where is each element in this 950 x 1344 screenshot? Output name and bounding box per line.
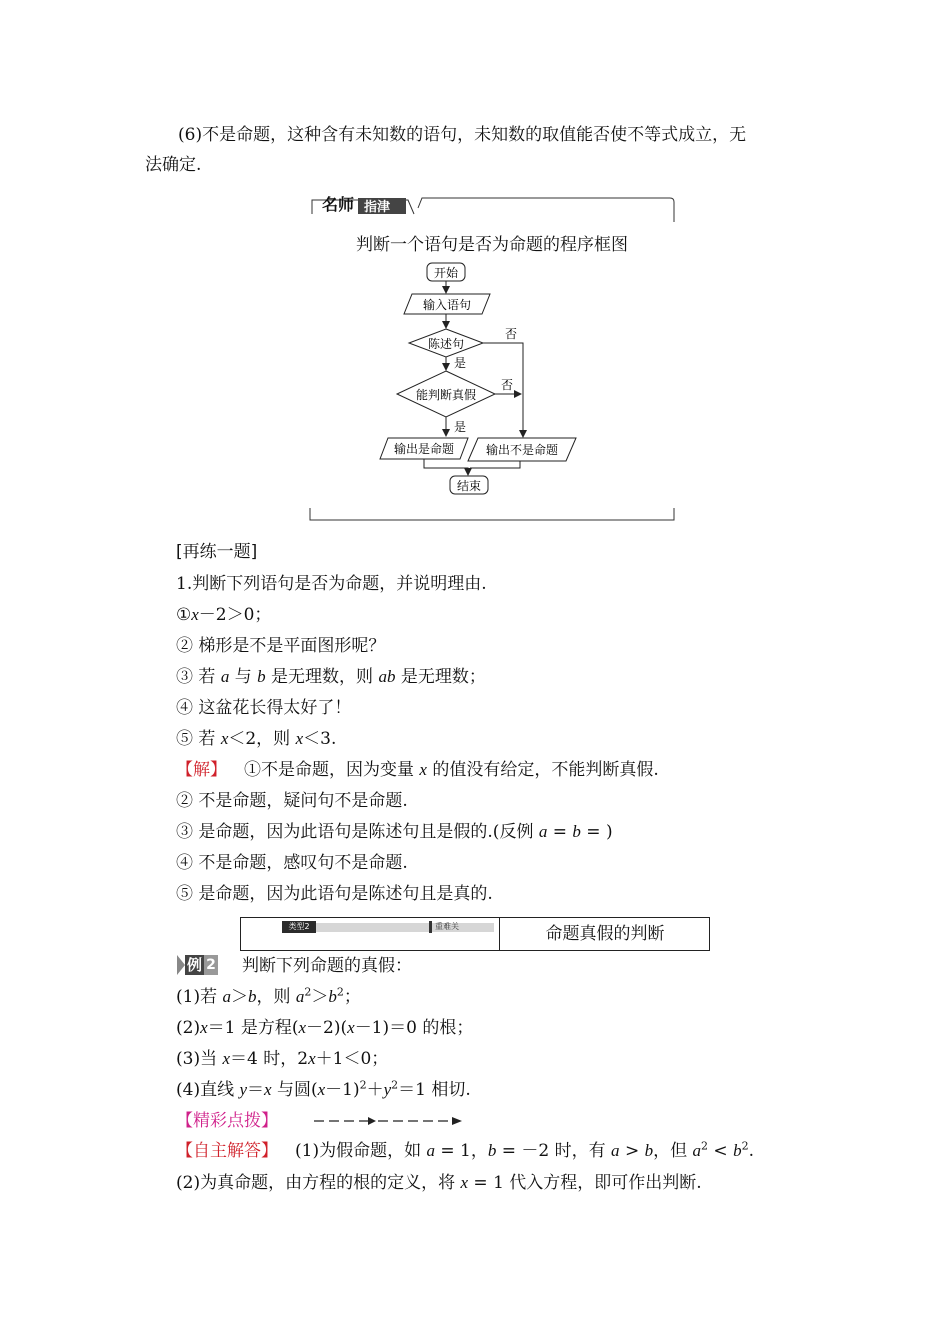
practice-heading: [再练一题] (176, 542, 258, 562)
node-output-yes-label: 输出是命题 (393, 442, 455, 456)
edge-output-no-end (470, 461, 520, 468)
tab-badge: 指津 (364, 200, 391, 215)
example-label: 例 2 (177, 955, 218, 975)
solution-line-5: ⑤ 是命题，因为此语句是陈述句且是真的. (176, 884, 493, 904)
tips-label: 【精彩点拨】 (176, 1111, 278, 1131)
answer-line-1: 【自主解答】 (1)为假命题，如 a = 1，b = －2 时，有 a > b，但 $a^2 < b^2$. (176, 1139, 754, 1161)
answer-line-2: (2)为真命题，由方程的根的定义，将 x = 1 代入方程，即可作出判断. (176, 1173, 702, 1193)
practice-item-5: ⑤ 若 x＜2，则 x＜3. (176, 729, 337, 749)
edge-label-no-1: 否 (505, 327, 518, 341)
node-input-label: 输入语句 (422, 298, 472, 312)
frame-top (418, 198, 674, 222)
node-end-label: 结束 (456, 479, 482, 493)
intro-line-1: (6)不是命题，这种含有未知数的语句，未知数的取值能否使不等式成立，无 (178, 125, 747, 145)
type-tag-right: 重难关 (429, 921, 459, 933)
solution-label: 【解】 (176, 760, 227, 780)
flowchart (308, 196, 676, 522)
solution-line-3: ③ 是命题，因为此语句是陈述句且是假的.(反例 a = b = ) (176, 822, 613, 842)
example-q2: (2)x＝1 是方程(x－2)(x－1)＝0 的根； (176, 1018, 474, 1038)
practice-item-3: ③ 若 a 与 b 是无理数，则 ab 是无理数； (176, 667, 486, 687)
type-title: 命题真假的判断 (545, 924, 665, 944)
node-start-label: 开始 (433, 266, 459, 280)
type-tag: 类型2 (282, 921, 316, 933)
practice-question: 1.判断下列语句是否为命题，并说明理由. (176, 574, 487, 594)
edge-label-no-2: 否 (501, 378, 514, 392)
node-output-no-label: 输出不是命题 (485, 443, 559, 457)
frame-bottom (310, 508, 674, 520)
practice-item-4: ④ 这盆花长得太好了！ (176, 698, 352, 718)
type-bar-left (241, 918, 500, 950)
example-prompt: 判断下列命题的真假： (242, 956, 412, 976)
edge-label-yes-1: 是 (454, 356, 467, 370)
type-bar (240, 917, 710, 951)
example-arrow-icon (177, 955, 185, 975)
example-q4: (4)直线 y＝x 与圆$(x-1)^2+y^2=1$ 相切. (176, 1078, 471, 1100)
edge-label-yes-2: 是 (454, 420, 467, 434)
solution-line-2: ② 不是命题，疑问句不是命题. (176, 791, 408, 811)
intro-line-2: 法确定. (145, 155, 202, 175)
edge-output-yes-end (424, 459, 468, 475)
solution-line-1: 【解】 ①不是命题，因为变量 x 的值没有给定，不能判断真假. (176, 760, 659, 780)
tip-box (308, 196, 676, 522)
example-q3: (3)当 x＝4 时，2x＋1＜0； (176, 1049, 389, 1069)
node-decision-1-label: 陈述句 (427, 337, 465, 351)
tab-label: 名师 (322, 196, 355, 214)
practice-item-1: ①x－2＞0； (176, 605, 272, 625)
tips-dash-arrow (314, 1112, 464, 1130)
flowchart-title: 判断一个语句是否为命题的程序框图 (356, 235, 628, 255)
answer-label: 【自主解答】 (176, 1141, 278, 1161)
practice-item-2: ② 梯形是不是平面图形呢？ (176, 636, 386, 656)
solution-line-4: ④ 不是命题，感叹句不是命题. (176, 853, 408, 873)
node-decision-2-label: 能判断真假 (415, 388, 477, 402)
example-q1: (1)若 a＞b，则 $a^2>b^2$； (176, 985, 361, 1007)
